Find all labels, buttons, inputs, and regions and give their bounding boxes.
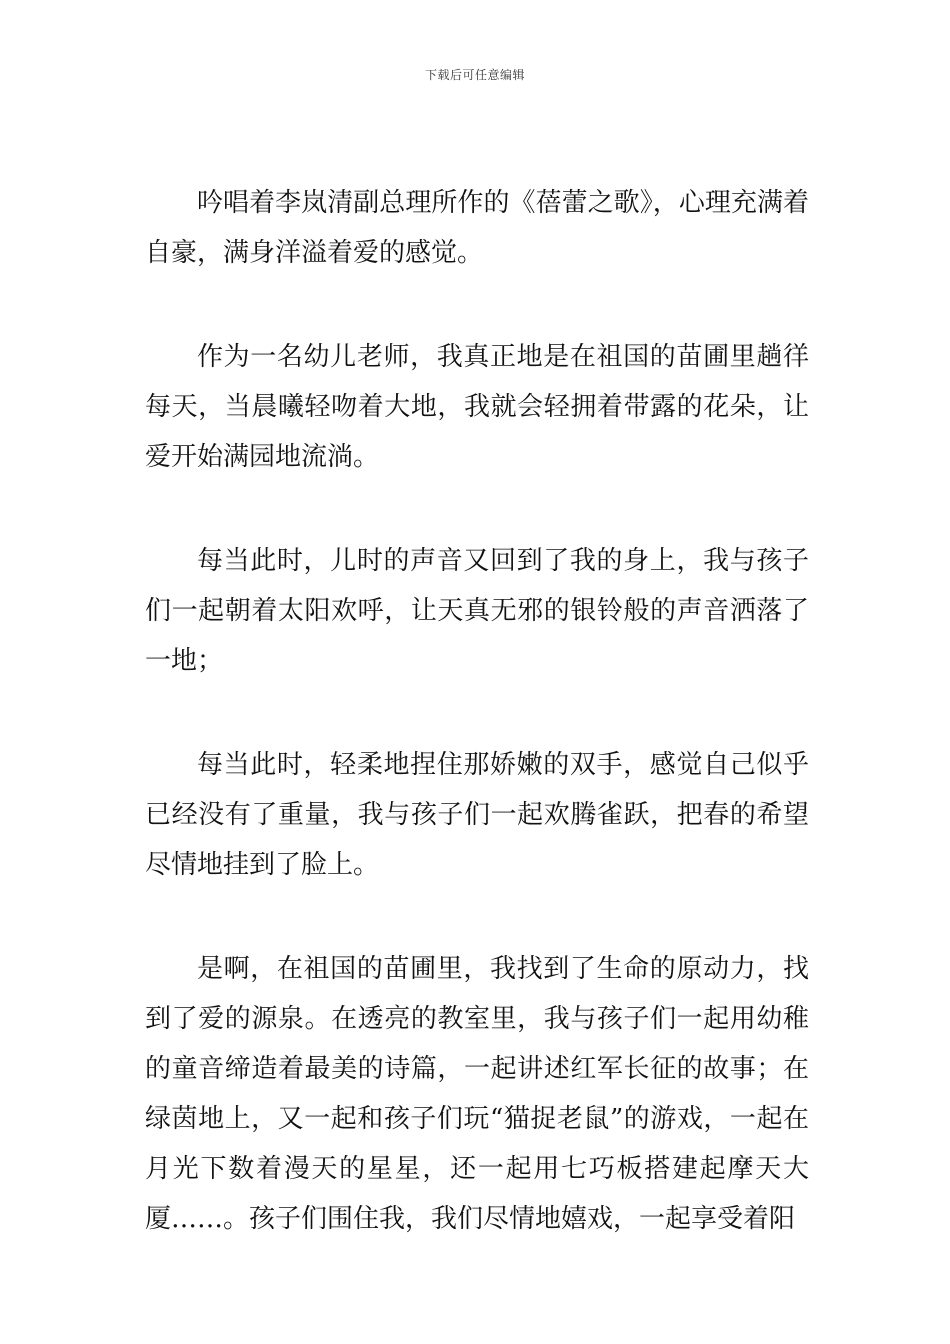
paragraph-2: 作为一名幼儿老师，我真正地是在祖国的苗圃里趟徉每天，当晨曦轻吻着大地，我就会轻拥着带露的花朵，让爱开始满园地流淌。 xyxy=(145,342,809,472)
paragraph-1: 吟唱着李岚清副总理所作的《蓓蕾之歌》，心理充满着自豪，满身洋溢着爱的感觉。 xyxy=(145,188,809,268)
paragraph-4: 每当此时，轻柔地捏住那娇嫩的双手，感觉自己似乎已经没有了重量，我与孩子们一起欢腾雀跃，把春的希望尽情地挂到了脸上。 xyxy=(145,750,809,880)
paragraph-3: 每当此时，儿时的声音又回到了我的身上，我与孩子们一起朝着太阳欢呼，让天真无邪的银铃般的声音洒落了一地； xyxy=(145,546,809,676)
paragraph-5: 是啊，在祖国的苗圃里，我找到了生命的原动力，找到了爱的源泉。在透亮的教室里，我与孩子们一起用幼稚的童音缔造着最美的诗篇，一起讲述红军长征的故事；在绿茵地上，又一起和孩子们玩“猫捉老鼠”的游戏，一起在月光下数着漫天的星星，还一起用七巧板搭建起摩天大厦……。孩子们围住我，我们尽情地嬉戏，一起享受着阳 xyxy=(145,954,809,1234)
page-header: 下载后可任意编辑 xyxy=(424,68,525,82)
document-body xyxy=(145,178,809,1298)
